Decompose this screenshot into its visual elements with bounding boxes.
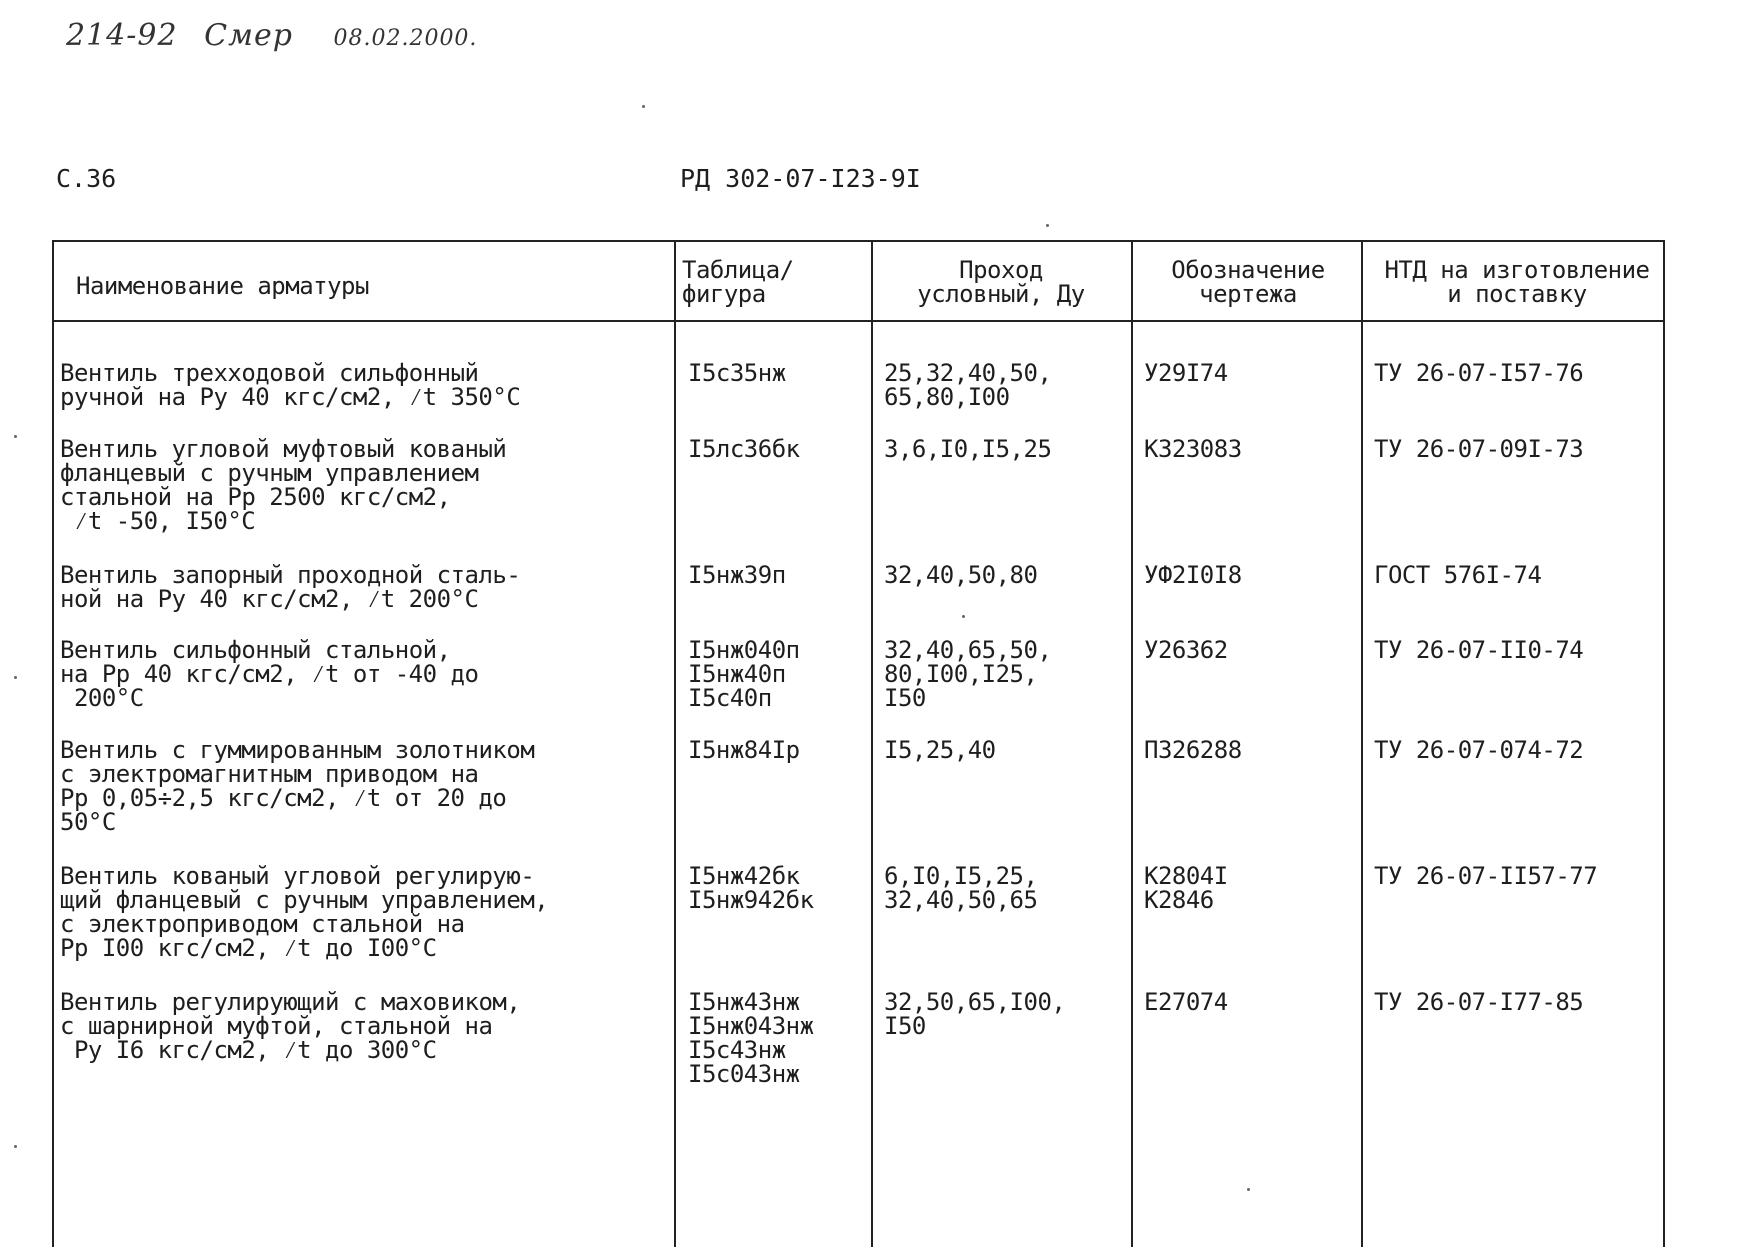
column-divider: [674, 242, 676, 1247]
table-row-3-figure: I5нж39п: [688, 561, 786, 589]
header-figure: Таблица/ фигура: [682, 256, 794, 308]
signature: Смер: [204, 18, 293, 53]
table-row-6-passage: 6,I0,I5,25, 32,40,50,65: [884, 862, 1038, 914]
scan-speck: [14, 1145, 17, 1148]
table-row-5-figure: I5нж84Iр: [688, 736, 800, 764]
table-row-2-figure: I5лс36бк: [688, 435, 800, 463]
table-row-7-passage: 32,50,65,I00, I50: [884, 988, 1066, 1040]
table-row-1-figure: I5с35нж: [688, 359, 786, 387]
table-row-1-name: Вентиль трехходовой сильфонный ручной на Ру 40 кгс/см2, ⁄t 350°С: [60, 359, 521, 411]
header-drawing: Обозначение чертежа: [1171, 256, 1325, 308]
table-row-4-passage: 32,40,65,50, 80,I00,I25, I50: [884, 636, 1052, 712]
table-row-4-figure: I5нж040п I5нж40п I5с40п: [688, 636, 800, 712]
table-row-2-passage: 3,6,I0,I5,25: [884, 435, 1052, 463]
table-row-1-drawing: У29I74: [1144, 359, 1228, 387]
table-row-3-ntd: ГОСТ 576I-74: [1374, 561, 1542, 589]
table-row-7-drawing: Е27074: [1144, 988, 1228, 1016]
table-row-2-ntd: ТУ 26-07-09I-73: [1374, 435, 1584, 463]
header-ntd: НТД на изготовление и поставку: [1384, 256, 1650, 308]
column-divider: [1361, 242, 1363, 1247]
valve-table: [52, 240, 1665, 1247]
table-row-3-drawing: УФ2I0I8: [1144, 561, 1242, 589]
registration-number: 214-92: [66, 18, 178, 53]
header-name: Наименование арматуры: [76, 272, 369, 300]
column-divider: [871, 242, 873, 1247]
table-row-4-drawing: У26362: [1144, 636, 1228, 664]
header-divider: [54, 320, 1663, 322]
page-number: С.36: [56, 164, 117, 193]
annotation-date: 08.02.2000.: [333, 26, 478, 51]
scan-speck: [14, 435, 17, 438]
scan-speck: [1247, 1188, 1250, 1191]
table-row-6-ntd: ТУ 26-07-II57-77: [1374, 862, 1598, 890]
table-row-5-passage: I5,25,40: [884, 736, 996, 764]
table-row-1-passage: 25,32,40,50, 65,80,I00: [884, 359, 1052, 411]
table-row-4-name: Вентиль сильфонный стальной, на Рр 40 кгс/см2, ⁄t от -40 до 200°С: [60, 636, 479, 712]
scan-speck: [962, 615, 965, 618]
table-row-7-ntd: ТУ 26-07-I77-85: [1374, 988, 1584, 1016]
table-row-7-name: Вентиль регулирующий с маховиком, с шарнирной муфтой, стальной на Ру I6 кгс/см2, ⁄t до 300°С: [60, 988, 521, 1064]
table-row-2-drawing: К323083: [1144, 435, 1242, 463]
table-row-4-ntd: ТУ 26-07-II0-74: [1374, 636, 1584, 664]
table-row-7-figure: I5нж43нж I5нж043нж I5с43нж I5с043нж: [688, 988, 814, 1088]
table-row-5-name: Вентиль с гуммированным золотником с электромагнитным приводом на Рр 0,05÷2,5 кгс/см2, ⁄t от 20 до 50°С: [60, 736, 535, 836]
scan-speck: [14, 676, 17, 679]
table-row-5-drawing: П326288: [1144, 736, 1242, 764]
table-row-3-passage: 32,40,50,80: [884, 561, 1038, 589]
table-row-5-ntd: ТУ 26-07-074-72: [1374, 736, 1584, 764]
header-passage: Проход условный, Ду: [917, 256, 1085, 308]
table-row-6-name: Вентиль кованый угловой регулирую- щий фланцевый с ручным управлением, с электроприводом стальной на Рр I00 кгс/см2, ⁄t до I00°С: [60, 862, 549, 962]
table-row-6-drawing: К2804I К2846: [1144, 862, 1228, 914]
table-row-6-figure: I5нж42бк I5нж942бк: [688, 862, 814, 914]
table-row-2-name: Вентиль угловой муфтовый кованый фланцевый с ручным управлением стальной на Рр 2500 кгс/см2, ⁄t -50, I50°С: [60, 435, 507, 535]
handwritten-annotation: [66, 18, 477, 53]
scan-speck: [1046, 224, 1049, 227]
column-divider: [1131, 242, 1133, 1247]
table-row-3-name: Вентиль запорный проходной сталь- ной на Ру 40 кгс/см2, ⁄t 200°С: [60, 561, 521, 613]
document-code: РД 302-07-I23-9I: [680, 164, 921, 193]
table-row-1-ntd: ТУ 26-07-I57-76: [1374, 359, 1584, 387]
scan-speck: [642, 105, 645, 108]
